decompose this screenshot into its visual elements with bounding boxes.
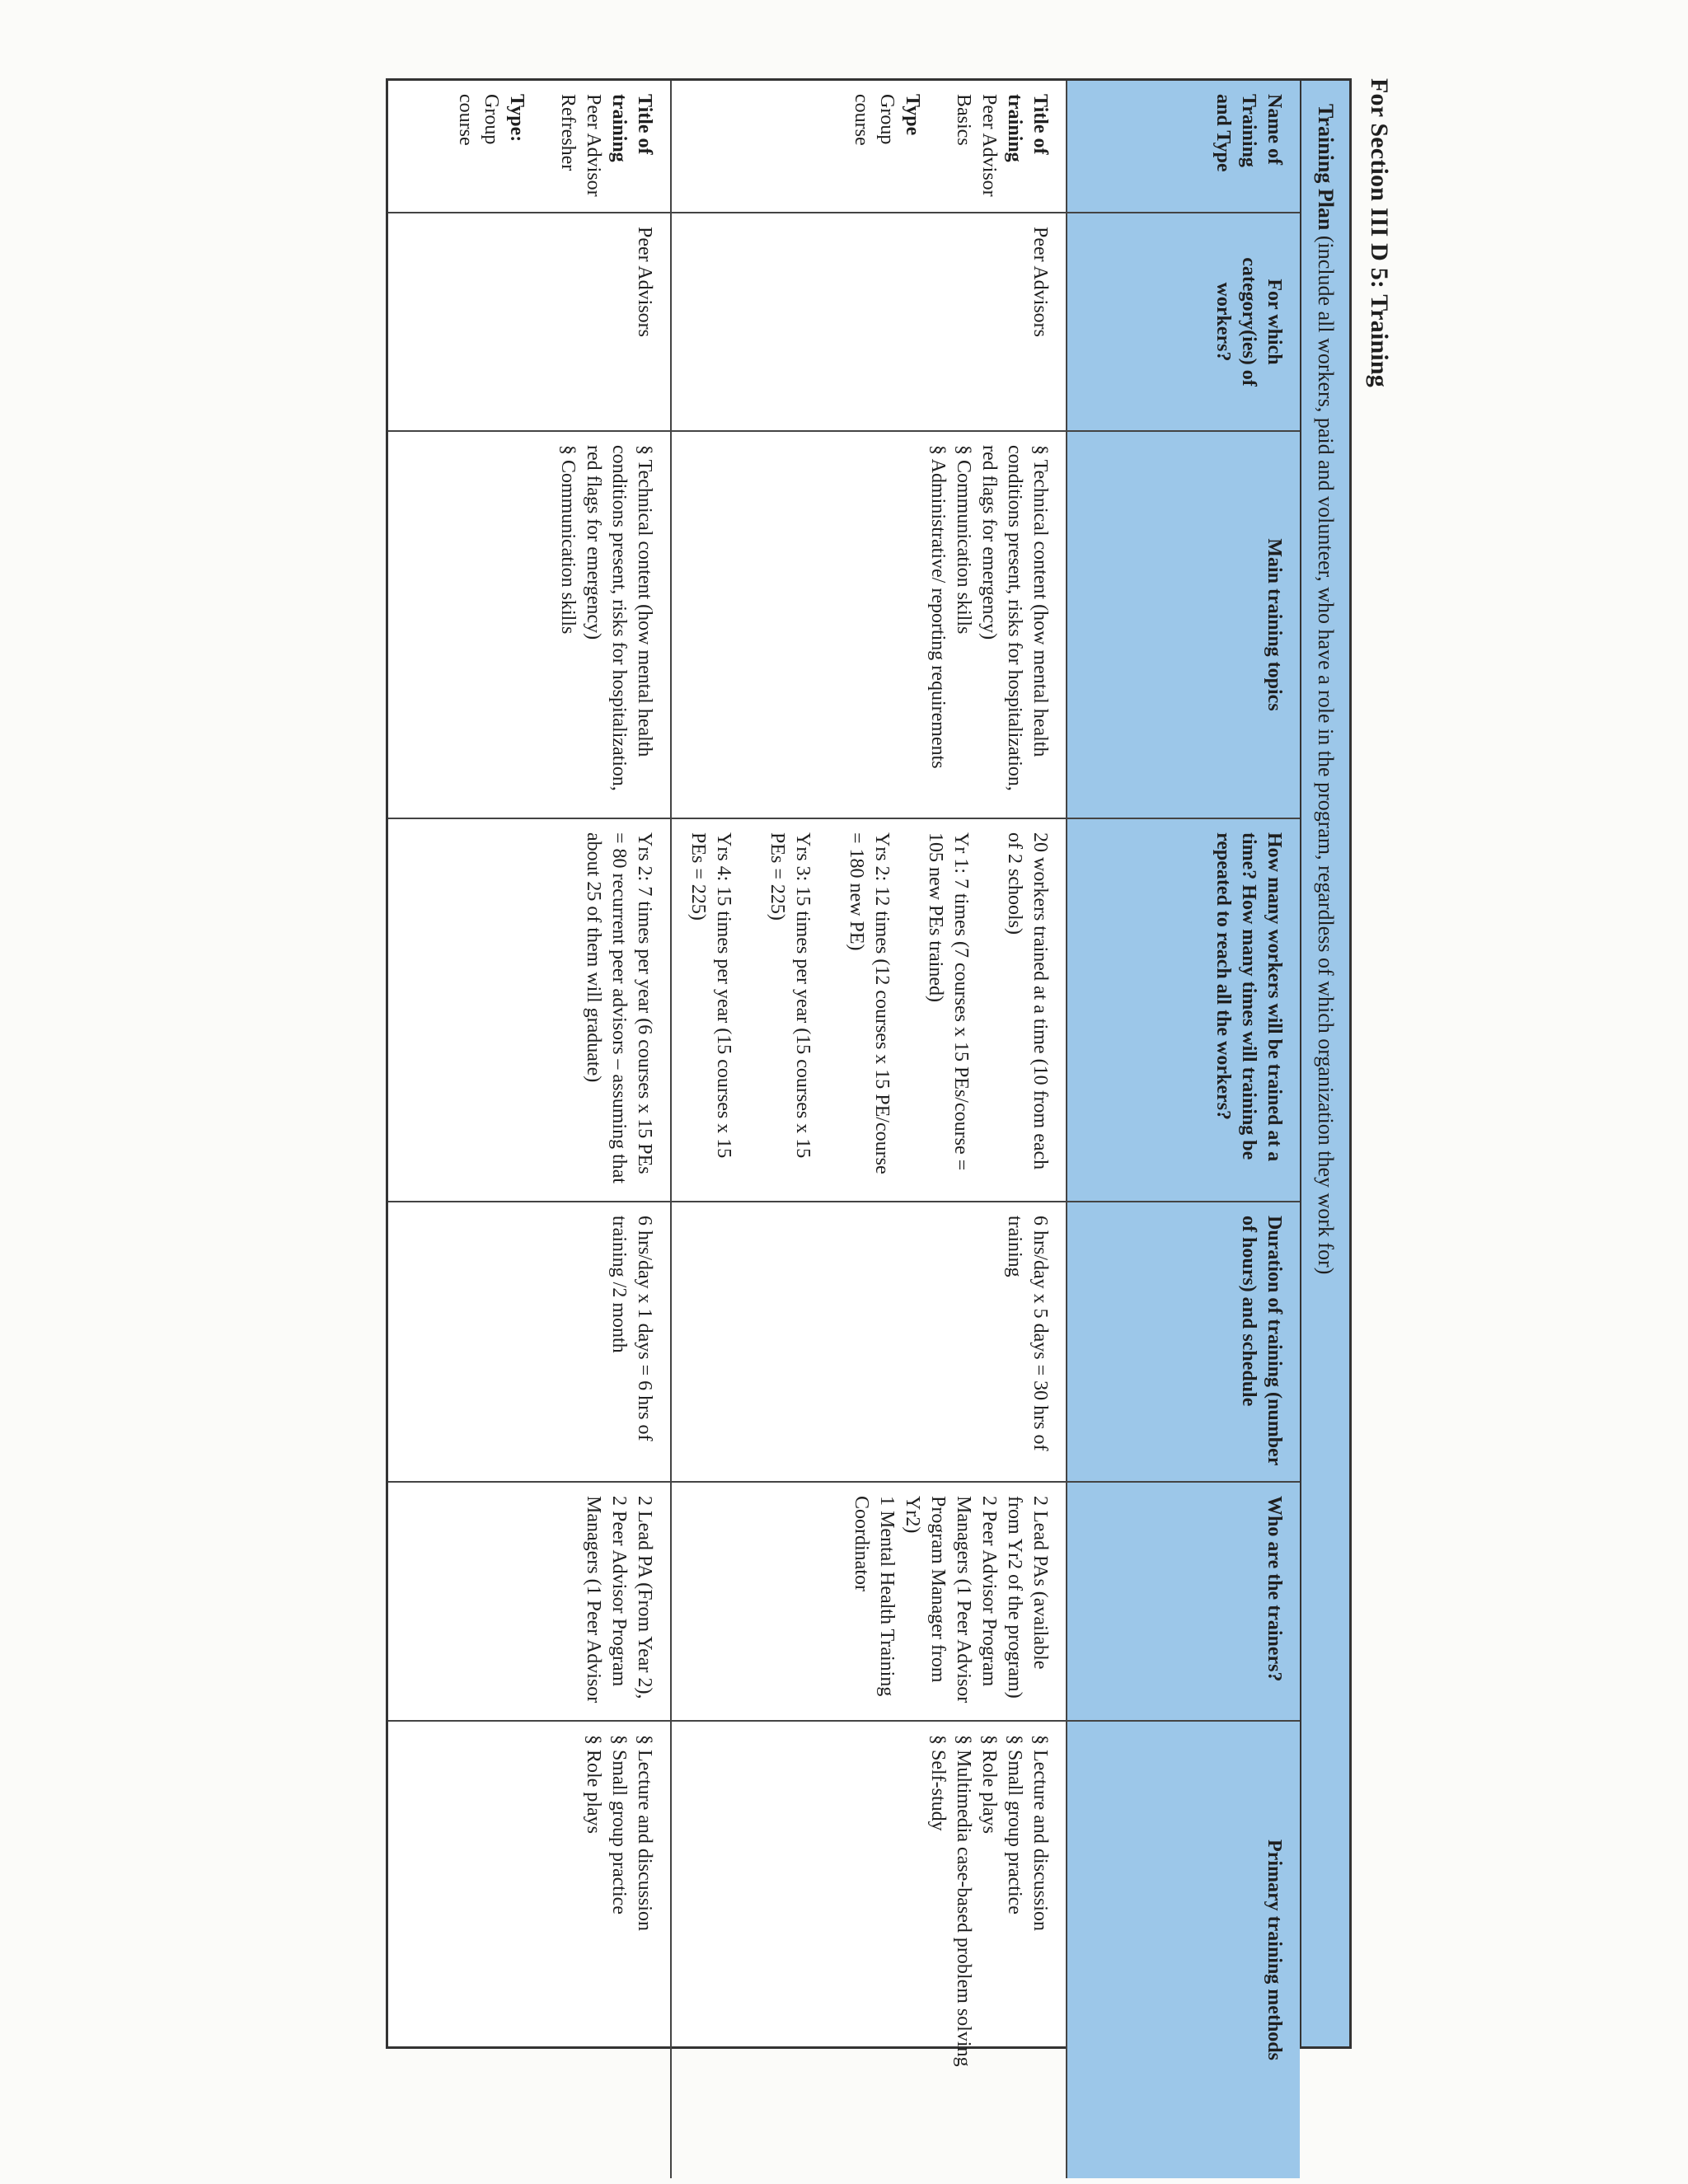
- workers-item: Yrs 4: 15 times per year (15 courses x 15 PEs = 225): [687, 832, 734, 1159]
- cell-name: [671, 81, 1067, 213]
- col-header-trainers: Who are the trainers?: [1067, 1482, 1300, 1721]
- col-header-duration: Duration of training (number of hours) and schedule: [1067, 1202, 1300, 1482]
- training-type: Group course: [455, 94, 502, 146]
- method-item: § Role plays: [583, 1735, 604, 1834]
- trainer-item: 2 Peer Advisor Program Managers (1 Peer Advisor Program Manager from Yr2): [902, 1496, 1000, 1704]
- cell-trainers: [388, 1482, 671, 1721]
- col-header-methods: Primary training methods: [1067, 1721, 1300, 2178]
- method-item: § Multimedia case-based problem solving: [953, 1735, 974, 2067]
- trainer-item: 2 Lead PAs (available from Yr2 of the program): [1004, 1496, 1051, 1699]
- cell-category: Peer Advisors: [388, 213, 671, 431]
- title-label: Title of training: [608, 94, 655, 162]
- topic-item: § Technical content (how mental health conditions present, risks for hospitalization, red flags for emergency): [583, 445, 655, 791]
- plan-title-bold: Training Plan: [1314, 104, 1338, 231]
- title-label: Title of training: [1004, 94, 1051, 162]
- type-label: Type: [902, 94, 923, 136]
- training-title: Peer Advisor Basics: [953, 94, 1000, 197]
- header-row: [1067, 81, 1300, 2178]
- col-header-topics: Main training topics: [1067, 431, 1300, 818]
- cell-methods: [671, 1721, 1067, 2178]
- workers-item: Yrs 2: 7 times per year (6 courses x 15 PEs = 80 recurrent peer advisors – assuming that about 25 of them will graduate): [583, 832, 655, 1184]
- workers-item: Yrs 3: 15 times per year (15 courses x 15 PEs = 225): [767, 832, 814, 1159]
- topic-item: § Communication skills: [557, 445, 579, 635]
- cell-duration: 6 hrs/day x 1 days = 6 hrs of training /2 month: [388, 1202, 671, 1482]
- cell-topics: [671, 431, 1067, 818]
- cell-name: [388, 81, 671, 213]
- cell-workers: [671, 818, 1067, 1202]
- cell-duration: 6 hrs/day x 5 days = 30 hrs of training: [671, 1202, 1067, 1482]
- topic-item: § Administrative/ reporting requirements: [927, 445, 949, 769]
- type-label: Type:: [506, 94, 528, 143]
- method-item: § Role plays: [978, 1735, 1000, 1834]
- method-item: § Small group practice: [608, 1735, 630, 1915]
- topic-item: § Communication skills: [953, 445, 974, 635]
- cell-category: Peer Advisors: [671, 213, 1067, 431]
- cell-topics: [388, 431, 671, 818]
- method-item: § Lecture and discussion: [1029, 1735, 1051, 1931]
- plan-title: [1300, 81, 1349, 2046]
- trainer-item: 2 Lead PA (From Year 2), 2 Peer Advisor Program Managers (1 Peer Advisor: [583, 1496, 655, 1704]
- table-row: [671, 81, 1067, 2178]
- method-item: § Small group practice: [1004, 1735, 1025, 1915]
- training-title: Peer Advisor Refresher: [557, 94, 604, 197]
- col-header-category: For which category(ies) of workers?: [1067, 213, 1300, 431]
- training-table: [388, 81, 1300, 2178]
- cell-workers: [388, 818, 671, 1202]
- cell-trainers: [671, 1482, 1067, 1721]
- method-item: § Lecture and discussion: [634, 1735, 655, 1931]
- workers-item: 20 workers trained at a time (10 from each of 2 schools): [1004, 832, 1051, 1170]
- workers-item: Yr 1: 7 times (7 courses x 15 PEs/course = 105 new PEs trained): [925, 832, 972, 1171]
- rotated-page: [214, 78, 1393, 2067]
- training-type: Group course: [851, 94, 898, 146]
- section-heading: For Section III D 5: Training: [1366, 78, 1393, 387]
- trainer-item: 1 Mental Health Training Coordinator: [851, 1496, 898, 1697]
- training-plan-table: [386, 78, 1352, 2067]
- workers-item: Yrs 2: 12 times (12 courses x 15 PE/course = 180 new PE): [846, 832, 893, 1174]
- cell-methods: [388, 1721, 671, 2178]
- col-header-name: Name of Training and Type: [1067, 81, 1300, 213]
- plan-title-rest: (include all workers, paid and volunteer, who have a role in the program, regardless of which organization they work for): [1314, 230, 1338, 1275]
- method-item: § Self-study: [927, 1735, 949, 1831]
- col-header-workers: How many workers will be trained at a time? How many times will training be repeated to reach all the workers?: [1067, 818, 1300, 1202]
- table-row: [388, 81, 671, 2178]
- topic-item: § Technical content (how mental health conditions present, risks for hospitalization, red flags for emergency): [978, 445, 1051, 791]
